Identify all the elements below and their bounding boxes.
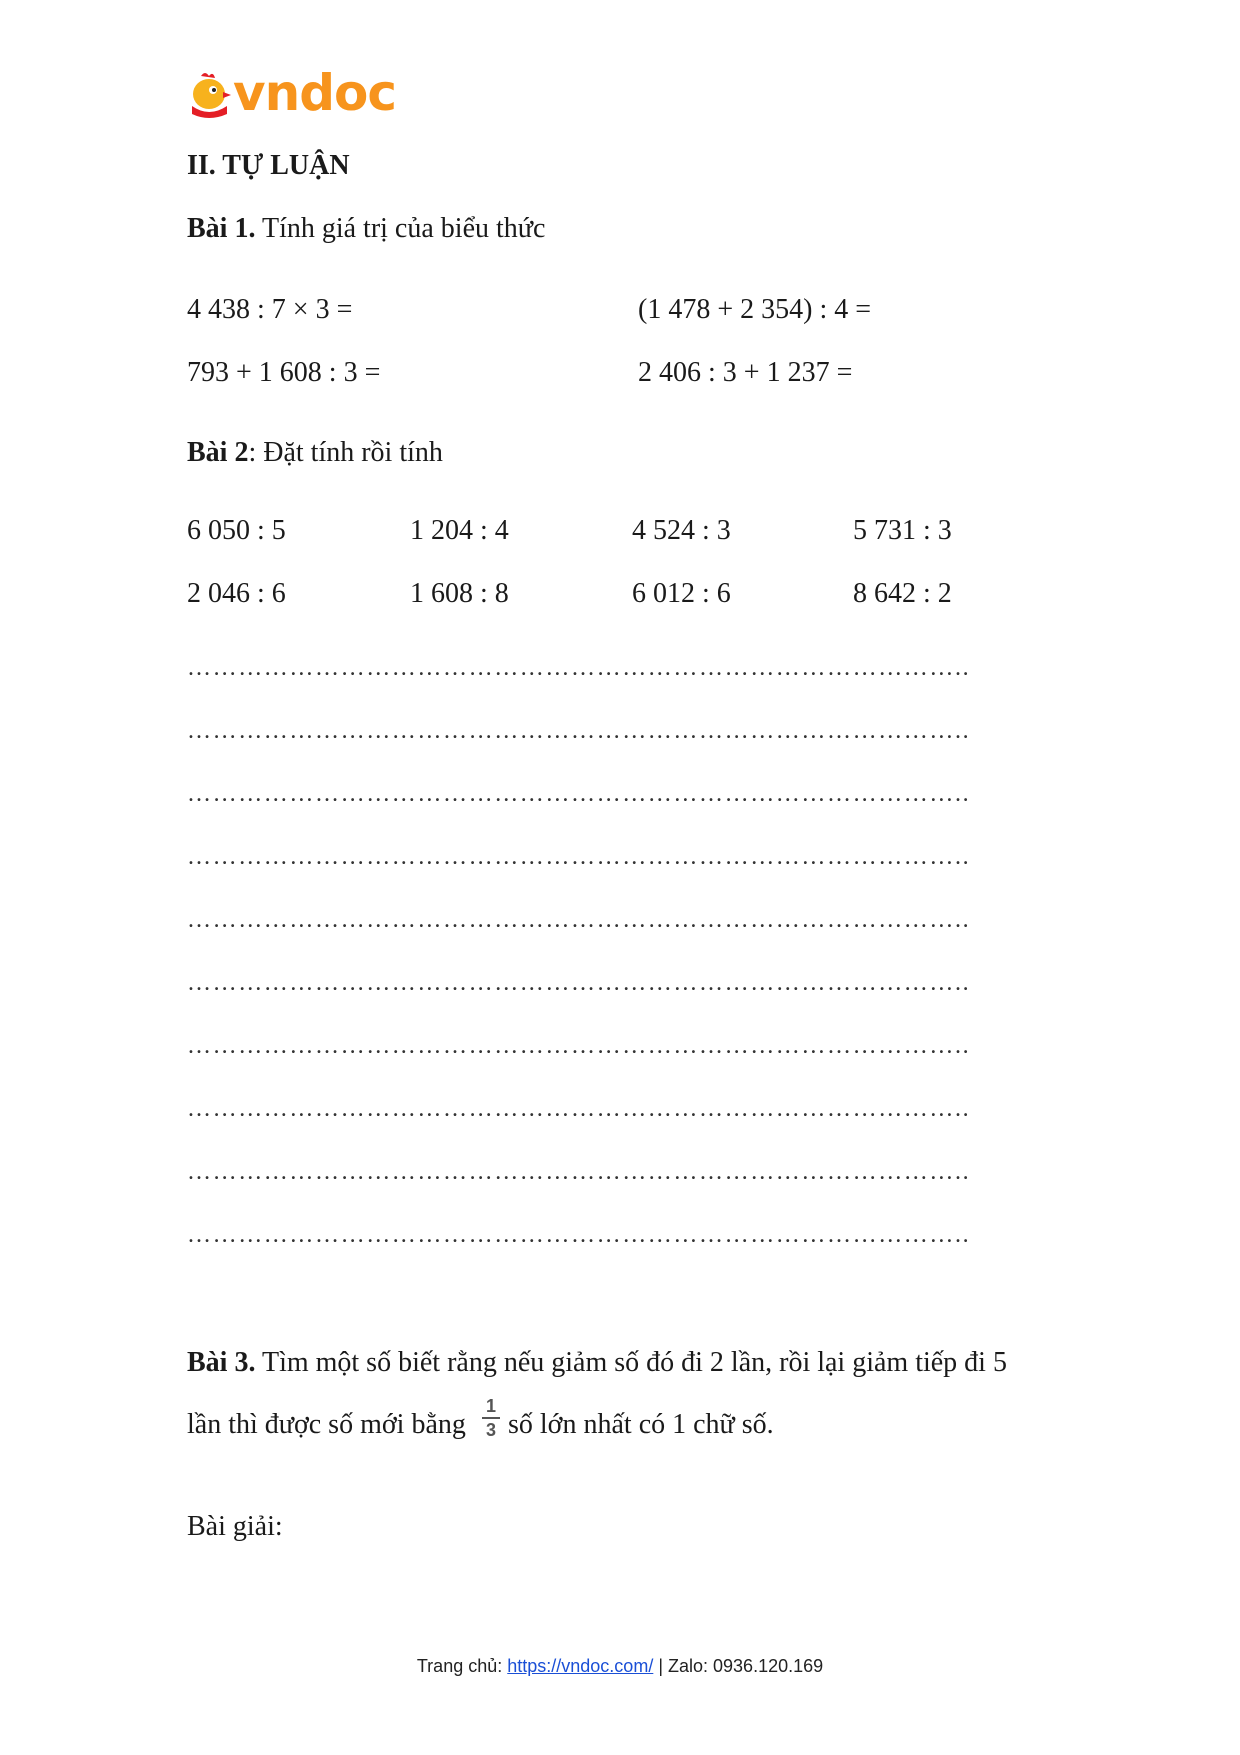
bai3-line-2-post: số lớn nhất có 1 chữ số. bbox=[508, 1409, 774, 1440]
bai3-label: Bài 3. bbox=[187, 1347, 256, 1378]
bai2-problem: 1 204 : 4 bbox=[410, 515, 509, 546]
bai2-problem: 8 642 : 2 bbox=[853, 578, 952, 609]
section-title: II. TỰ LUẬN bbox=[187, 150, 350, 181]
page-footer bbox=[0, 1656, 1240, 1677]
answer-dotted-line: ……………………………………………………………………………….. bbox=[187, 1159, 971, 1183]
vndoc-logo[interactable] bbox=[187, 64, 397, 126]
bai2-problem: 6 050 : 5 bbox=[187, 515, 286, 546]
fraction-denominator: 3 bbox=[485, 1420, 496, 1440]
answer-dotted-line: ……………………………………………………………………………….. bbox=[187, 970, 971, 994]
fraction-one-third bbox=[482, 1396, 500, 1440]
fraction-numerator: 1 bbox=[485, 1396, 496, 1416]
rooster-mascot-icon bbox=[187, 70, 233, 120]
answer-dotted-line: ……………………………………………………………………………….. bbox=[187, 655, 971, 679]
answer-dotted-line: ……………………………………………………………………………….. bbox=[187, 781, 971, 805]
footer-prefix: Trang chủ: bbox=[416, 1656, 508, 1676]
bai1-expr-1: 4 438 : 7 × 3 = bbox=[187, 294, 353, 325]
fraction-bar bbox=[482, 1417, 500, 1419]
bai2-problem: 5 731 : 3 bbox=[853, 515, 952, 546]
answer-dotted-line: ……………………………………………………………………………….. bbox=[187, 718, 971, 742]
bai2-heading bbox=[187, 437, 443, 469]
answer-dotted-line: ……………………………………………………………………………….. bbox=[187, 907, 971, 931]
bai1-text: Tính giá trị của biểu thức bbox=[255, 213, 546, 244]
bai2-problem: 6 012 : 6 bbox=[632, 578, 731, 609]
answer-dotted-line: ……………………………………………………………………………….. bbox=[187, 1033, 971, 1057]
bai3-line-2-pre: lần thì được số mới bằng bbox=[187, 1409, 466, 1440]
logo-text: vndoc bbox=[233, 64, 396, 122]
bai2-label: Bài 2 bbox=[187, 437, 249, 468]
bai3-line-1 bbox=[187, 1347, 1007, 1379]
bai1-expr-4: 2 406 : 3 + 1 237 = bbox=[638, 357, 853, 388]
bai1-label: Bài 1. bbox=[187, 213, 256, 244]
bai2-problem: 1 608 : 8 bbox=[410, 578, 509, 609]
bai2-text: : Đặt tính rồi tính bbox=[248, 437, 443, 468]
homepage-link[interactable]: https://vndoc.com/ bbox=[507, 1656, 654, 1676]
bai1-expr-2: (1 478 + 2 354) : 4 = bbox=[638, 294, 872, 325]
bai1-heading bbox=[187, 213, 545, 245]
bai2-problem: 2 046 : 6 bbox=[187, 578, 286, 609]
footer-suffix: | Zalo: 0936.120.169 bbox=[653, 1656, 824, 1676]
bai1-expr-3: 793 + 1 608 : 3 = bbox=[187, 357, 381, 388]
bai3-text-1: Tìm một số biết rằng nếu giảm số đó đi 2 lần, rồi lại giảm tiếp đi 5 bbox=[255, 1347, 1007, 1378]
answer-dotted-line: ……………………………………………………………………………….. bbox=[187, 1222, 971, 1246]
bai2-problem: 4 524 : 3 bbox=[632, 515, 731, 546]
bai-giai-label: Bài giải: bbox=[187, 1511, 283, 1542]
answer-dotted-line: ……………………………………………………………………………….. bbox=[187, 844, 971, 868]
answer-dotted-line: ……………………………………………………………………………….. bbox=[187, 1096, 971, 1120]
